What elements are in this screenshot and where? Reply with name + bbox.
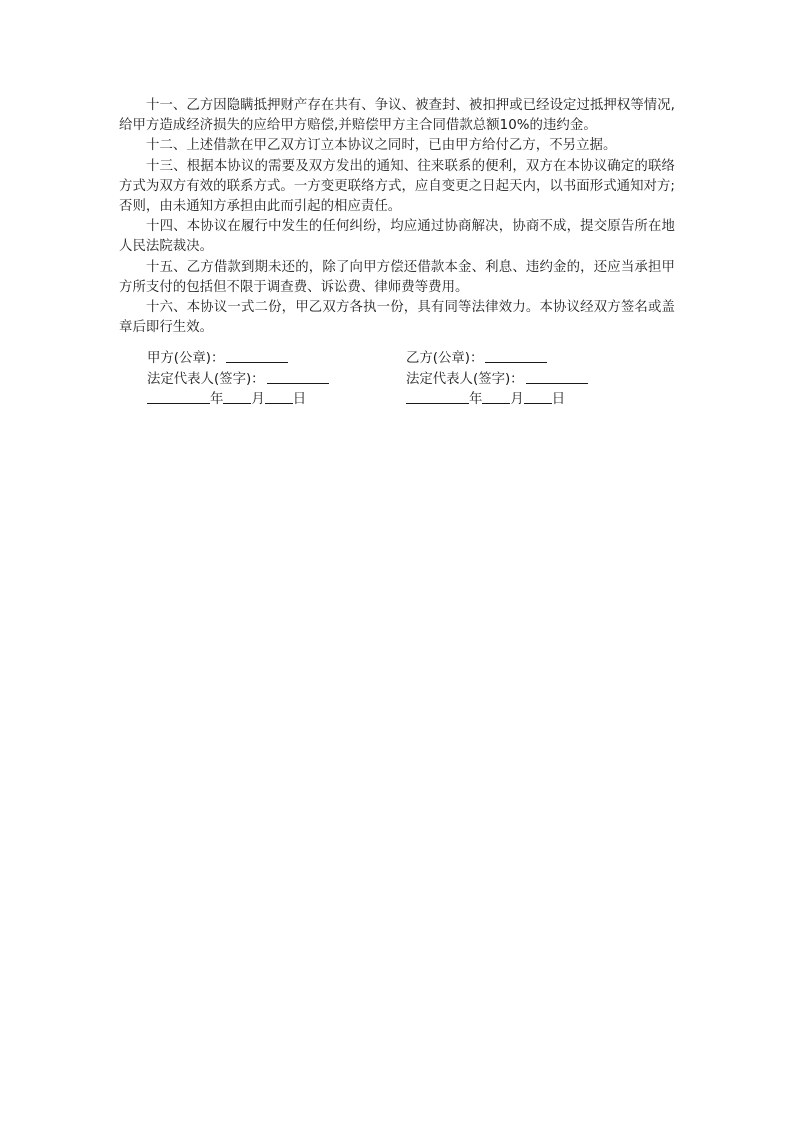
party-a-date — [147, 389, 306, 410]
party-b-month-blank — [482, 389, 510, 404]
party-a-year-label: 年 — [210, 392, 224, 407]
party-b-seal-label: 乙方(公章)： — [406, 351, 484, 366]
party-a-day-label: 日 — [292, 392, 307, 407]
clause-12: 十二、上述借款在甲乙双方订立本协议之同时，已由甲方给付乙方，不另立据。 — [146, 138, 617, 154]
signature-block — [147, 348, 707, 410]
party-a-representative — [147, 369, 329, 390]
party-b-seal — [406, 348, 547, 369]
party-b-rep-blank — [526, 369, 588, 384]
clause-16: 十六、本协议一式二份，甲乙双方各执一份，具有同等法律效力。本协议经双方签名或盖章后即行生效。 — [119, 300, 675, 336]
party-b-year-label: 年 — [469, 392, 483, 407]
party-a-seal-blank — [226, 348, 288, 363]
party-b-representative — [406, 369, 588, 390]
seal-row — [147, 348, 707, 369]
representative-row — [147, 369, 707, 390]
party-a-rep-blank — [267, 369, 329, 384]
party-a-seal-label: 甲方(公章)： — [147, 351, 225, 366]
party-a-month-blank — [223, 389, 251, 404]
party-b-month-label: 月 — [510, 392, 524, 407]
date-row — [147, 389, 707, 410]
party-b-seal-blank — [485, 348, 547, 363]
party-b-day-label: 日 — [551, 392, 566, 407]
party-a-month-label: 月 — [251, 392, 265, 407]
party-a-day-blank — [265, 389, 293, 404]
party-b-date — [406, 389, 565, 410]
clause-15: 十五、乙方借款到期未还的，除了向甲方偿还借款本金、利息、违约金的，还应当承担甲方所支付的包括但不限于调查费、诉讼费、律师费等费用。 — [119, 259, 675, 295]
party-b-day-blank — [524, 389, 552, 404]
party-a-year-blank — [147, 389, 210, 404]
clause-11: 十一、乙方因隐瞒抵押财产存在共有、争议、被查封、被扣押或已经设定过抵押权等情况,给甲方造成经济损失的应给甲方赔偿,并赔偿甲方主合同借款总额10%的违约金。 — [119, 98, 675, 134]
clause-13: 十三、根据本协议的需要及双方发出的通知、往来联系的便利，双方在本协议确定的联络方式为双方有效的联系方式。一方变更联络方式，应自变更之日起天内，以书面形式通知对方;否则，由未通知方承担由此而引起的相应责任。 — [119, 158, 675, 215]
party-b-year-blank — [406, 389, 469, 404]
document-body — [119, 96, 675, 338]
clause-14: 十四、本协议在履行中发生的任何纠纷，均应通过协商解决，协商不成，提交原告所在地人民法院裁决。 — [119, 219, 675, 255]
party-b-rep-label: 法定代表人(签字)： — [406, 371, 524, 387]
party-a-rep-label: 法定代表人(签字)： — [147, 371, 265, 387]
party-a-seal — [147, 348, 288, 369]
